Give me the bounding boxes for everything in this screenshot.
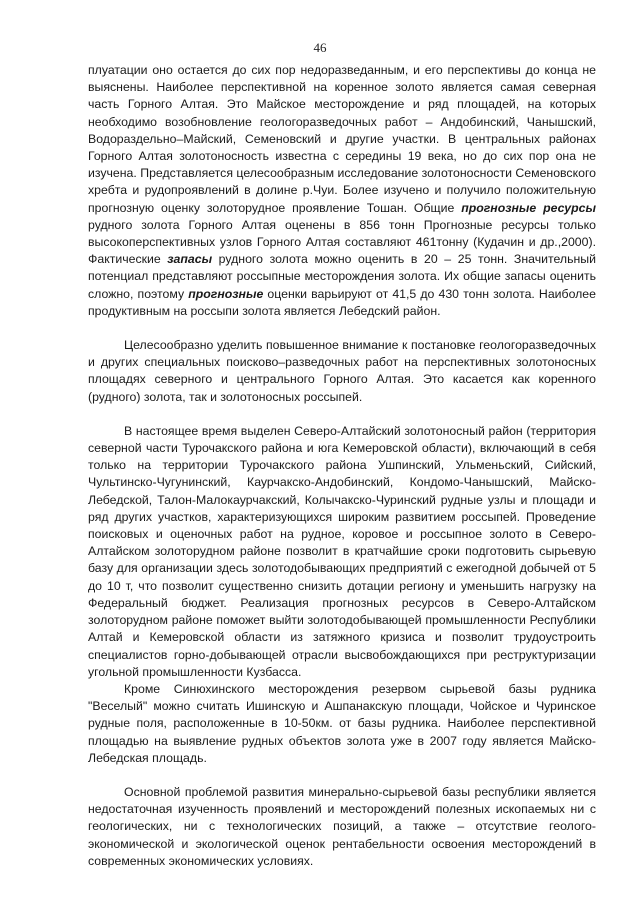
paragraph-5 <box>88 784 596 870</box>
text-run: Кроме Синюхинского месторождения резервом сырьевой базы рудника "Веселый" можно считать Ишинскую и Ашпанакскую площади, Чойское и Чуринское рудные поля, расположенные в 10-50км. от базы рудника. Наиболее перспективной площадью на выявление рудных объектов золота уже в 2007 году является Майско-Лебедская площадь. <box>88 681 596 765</box>
body-text <box>88 62 596 870</box>
emphasis-forecast: прогнозные <box>188 286 264 301</box>
text-run: оценки варьируют от 41,5 до 430 тонн золота. Наиболее продуктивным на россыпи золота является Лебедский район. <box>88 286 596 318</box>
text-run: В настоящее время выделен Северо-Алтайский золотоносный район (территория северной части Турочакского района и юга Кемеровской области), включающий в себя только на территории Турочакского района Ушпинский, Ульменьский, Сийский, Чультинско-Чугунинский, Каурчакско-Андобинский, Кондомо-Чанышский, Майско-Лебедской, Талон-Малокаурчакский, Колычакско-Чуринский рудные узлы и площади и ряд других участков, характеризующихся широким развитием россыпей. Проведение поисковых и оценочных работ на рудное, коровое и россыпное золото в Северо-Алтайском золоторудном районе позволит в кратчайшие сроки подготовить сырьевую базу для организации здесь золотодобывающих предприятий с ежегодной добычей от 5 до 10 т, что позволит существенно снизить дотации региону и уменьшить нагрузку на Федеральный бюджет. Реализация прогнозных ресурсов в Северо-Алтайском золоторудном районе поможет выйти золотодобывающей промышленности Республики Алтай и Кемеровской области из затяжного кризиса и позволит трудоустроить специалистов горно-добывающей отрасли высвобождающихся при реструктуризации угольной промышленности Кузбасса. <box>88 423 596 679</box>
text-run: Целесообразно уделить повышенное внимание к постановке геологоразведочных и других специальных поисково–разведочных работ на перспективных золотоносных площадях северного и центрального Горного Алтая. Это касается как коренного (рудного) золота, так и золотоносных россыпей. <box>88 338 596 404</box>
paragraph-2 <box>88 337 596 406</box>
paragraph-3 <box>88 423 596 681</box>
page-number: 46 <box>313 40 327 55</box>
text-run: рудного золота можно оценить в 20 – 25 тонн. Значительный потенциал представляют россыпные месторождения золота. Их общие запасы оценить сложно, поэтому <box>88 252 596 301</box>
paragraph-1 <box>88 62 596 320</box>
text-run: Основной проблемой развития минерально-сырьевой базы республики является недостаточная изученность проявлений и месторождений полезных ископаемых ни с геологических, ни с технологических позиций, а также – отсутствие геолого-экономической и экологической оценок рентабельности освоения месторождений в современных экономических условиях. <box>88 784 596 868</box>
text-run: плуатации оно остается до сих пор недоразведанным, и его перспективы до конца не выяснены. Наиболее перспективной на коренное золото является самая северная часть Горного Алтая. Это Майское месторождение и ряд площадей, на которых необходимо возобновление геологоразведочных работ – Андобинский, Чанышский, Водораздельно–Майский, Семеновский и другие участки. В центральных районах Горного Алтая золотоносность известна с середины 19 века, но до сих пор она не изучена. Представляется целесообразным исследование золотоносности Семеновского хребта и рудопроявлений в долине р.Чуи. Более изучено и получило положительную прогнозную оценку золоторудное проявление Тошан. Общие <box>88 63 596 215</box>
text-run: рудного золота Горного Алтая оценены в 856 тонн Прогнозные ресурсы только высокоперспективных узлов Горного Алтая составляют 461тонну (Кудачин и др.,2000). Фактические <box>88 217 596 267</box>
emphasis-forecast-resources: прогнозные ресурсы <box>461 200 596 215</box>
paragraph-4 <box>88 681 596 767</box>
emphasis-reserves: запасы <box>167 252 213 267</box>
